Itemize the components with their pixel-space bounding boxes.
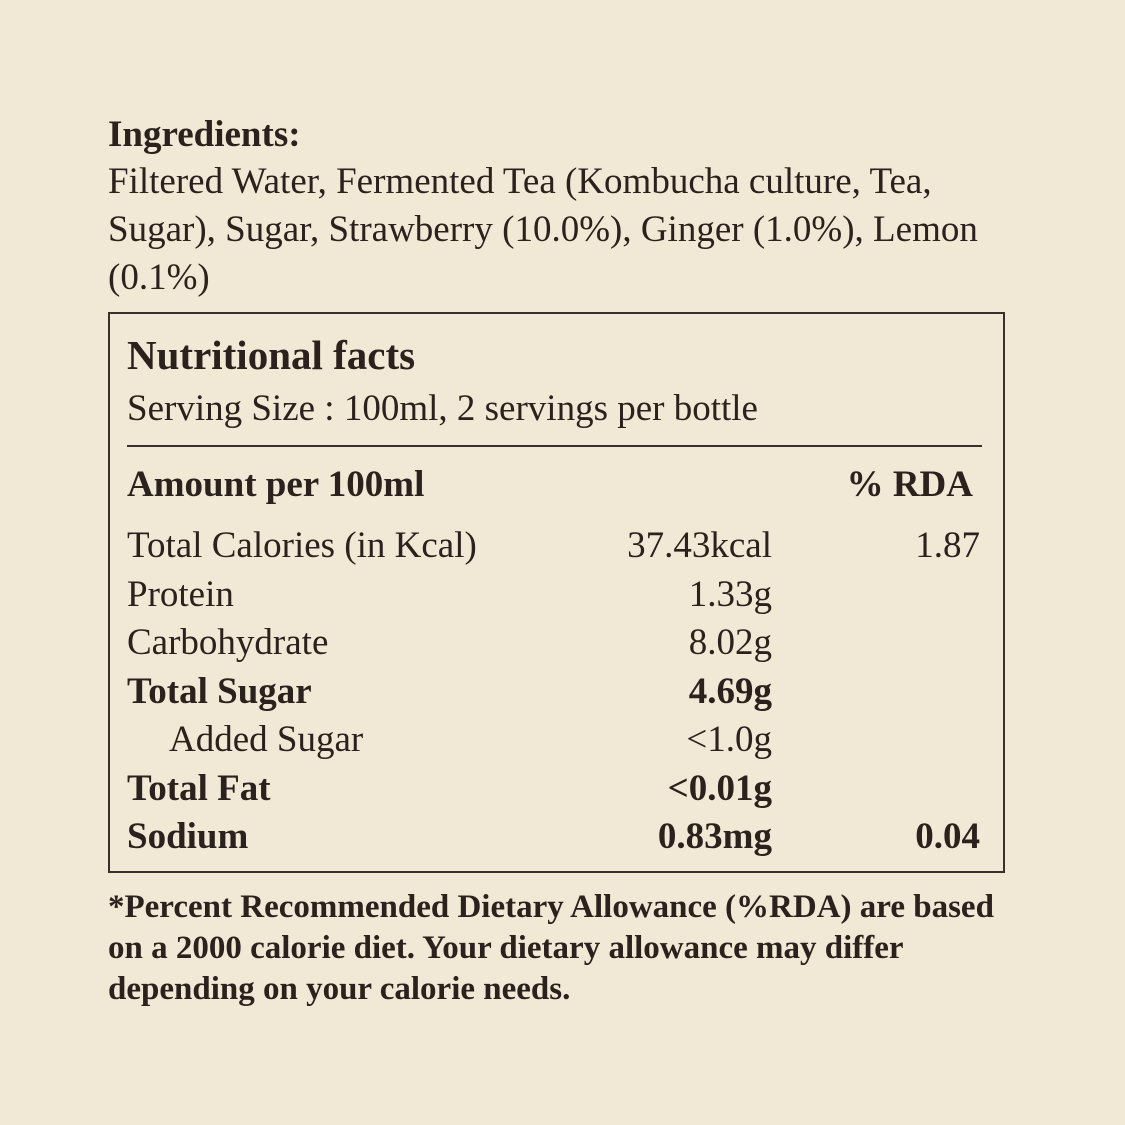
nutrient-amount: 8.02g [688,622,772,663]
divider [127,445,982,447]
nutrition-row-total-sugar [127,668,982,717]
nutrient-name: Total Fat [127,767,271,809]
nutrition-facts-panel [108,312,1005,873]
nutrient-name: Sodium [127,816,249,857]
nutrient-amount: <0.01g [667,767,772,809]
amount-header: Amount per 100ml [127,464,425,505]
nutrient-rda: 0.04 [915,816,980,857]
nutrient-name: Carbohydrate [127,622,329,663]
nutrition-row-sodium [127,813,982,862]
nutrition-title: Nutritional facts [127,332,416,378]
ingredients-section [108,112,1008,302]
nutrient-amount: 4.69g [688,670,772,712]
nutrition-row-protein [127,571,982,620]
nutrient-name: Total Calories (in Kcal) [127,525,477,566]
nutrition-row-calories [127,522,982,571]
nutrient-name: Added Sugar [169,719,364,760]
nutrition-table [127,522,982,862]
nutrition-row-total-fat [127,765,982,814]
nutrient-amount: 37.43kcal [627,525,772,566]
nutrient-rda: 1.87 [915,525,980,566]
nutrition-row-added-sugar [127,716,982,765]
ingredients-text: Filtered Water, Fermented Tea (Kombucha culture, Tea, Sugar), Sugar, Strawberry (10.0%), Ginger (1.0%), Lemon (0.1%) [108,161,978,298]
rda-footnote: *Percent Recommended Dietary Allowance (%RDA) are based on a 2000 calorie diet. Your dietary allowance may differ depending on your calorie needs. [108,889,994,1007]
nutrient-amount: <1.0g [686,719,772,760]
nutrient-name: Protein [127,573,234,615]
nutrient-amount: 1.33g [688,573,772,615]
nutrient-name: Total Sugar [127,670,312,712]
ingredients-heading: Ingredients: [108,114,301,155]
nutrient-amount: 0.83mg [657,816,772,857]
nutrition-row-carbohydrate [127,619,982,668]
serving-size: Serving Size : 100ml, 2 servings per bottle [127,388,758,429]
rda-header: % RDA [846,464,973,505]
